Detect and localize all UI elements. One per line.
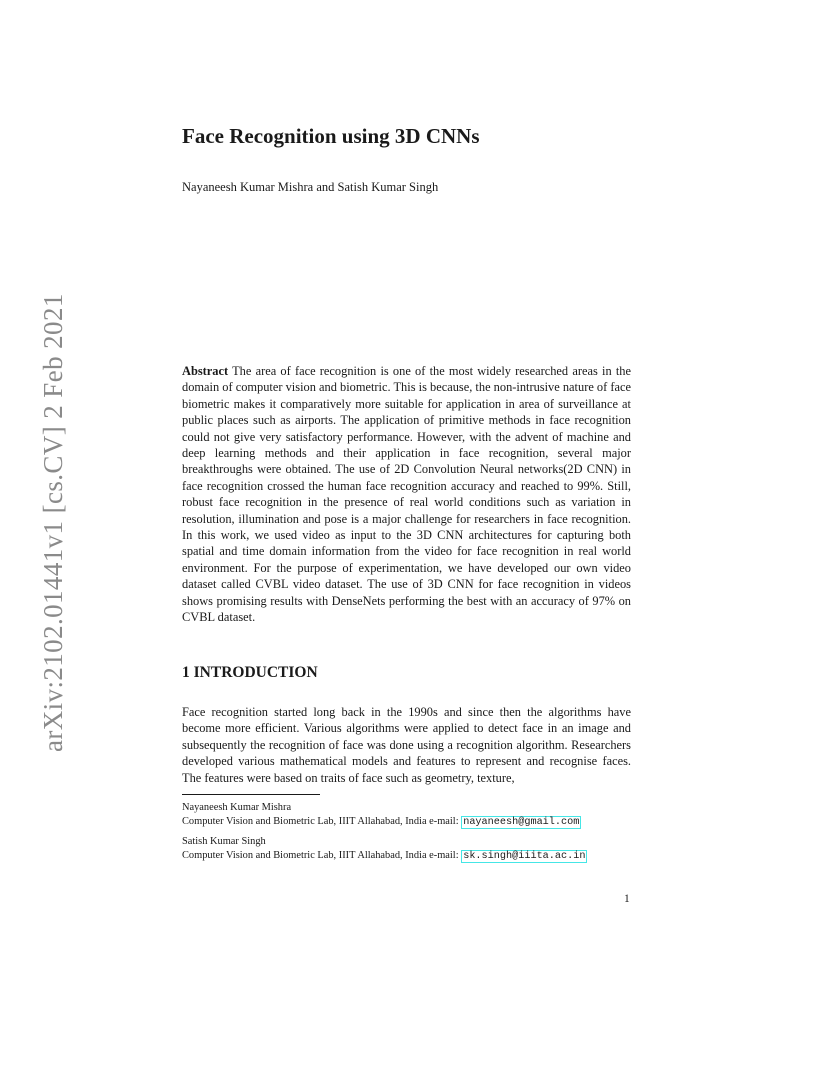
footnote-author-2 [182, 835, 642, 864]
footnote-divider [182, 794, 320, 795]
introduction-paragraph: Face recognition started long back in the 1990s and since then the algorithms have become more efficient. Various algorithms were applied to detect face in an image and subsequently the recognition of face was done using a recognition algorithm. Researchers developed various mathematical models and features to represent and recognise faces. The features were based on traits of face such as geometry, texture, [182, 705, 631, 785]
footnote-affiliation [182, 815, 642, 830]
footnote-affiliation-text: Computer Vision and Biometric Lab, IIIT Allahabad, India e-mail: [182, 850, 459, 861]
abstract-label: Abstract [182, 364, 229, 378]
email-link[interactable]: nayaneesh@gmail.com [463, 817, 580, 828]
arxiv-identifier-stamp: arXiv:2102.01441v1 [cs.CV] 2 Feb 2021 [38, 293, 68, 752]
abstract-text: The area of face recognition is one of the most widely researched areas in the domain of computer vision and biometric. This is because, the non-intrusive nature of face biometric makes it comparatively more suitable for application in area of surveillance at public places such as airports. The application of primitive methods in face recognition could not give very satisfactory performance. However, with the advent of machine and deep learning methods and their application in face recognition, several major breakthroughs were obtained. The use of 2D Convolution Neural networks(2D CNN) in face recognition crossed the human face recognition accuracy and reached to 99%. Still, robust face recognition in the presence of real world conditions such as variation in resolution, illumination and pose is a major challenge for researchers in face recognition. In this work, we used video as input to the 3D CNN architectures for capturing both spatial and time domain information from the video for face recognition in real world environment. For the purpose of experimentation, we have developed our own video dataset called CVBL video dataset. The use of 3D CNN for face recognition in videos shows promising results with DenseNets performing the best with an accuracy of 97% on CVBL dataset. [182, 364, 631, 625]
page-number: 1 [624, 893, 630, 905]
author-list: Nayaneesh Kumar Mishra and Satish Kumar Singh [182, 180, 439, 194]
footnote-affiliation [182, 849, 642, 864]
footnote-affiliation-text: Computer Vision and Biometric Lab, IIIT Allahabad, India e-mail: [182, 816, 459, 827]
email-link[interactable]: sk.singh@iiita.ac.in [463, 851, 586, 862]
paper-title: Face Recognition using 3D CNNs [182, 124, 480, 148]
section-heading-introduction: 1 INTRODUCTION [182, 664, 318, 681]
footnote-author-name: Satish Kumar Singh [182, 836, 266, 847]
abstract-paragraph [182, 363, 631, 626]
footnote-author-1 [182, 801, 642, 830]
footnote-author-name: Nayaneesh Kumar Mishra [182, 802, 292, 813]
